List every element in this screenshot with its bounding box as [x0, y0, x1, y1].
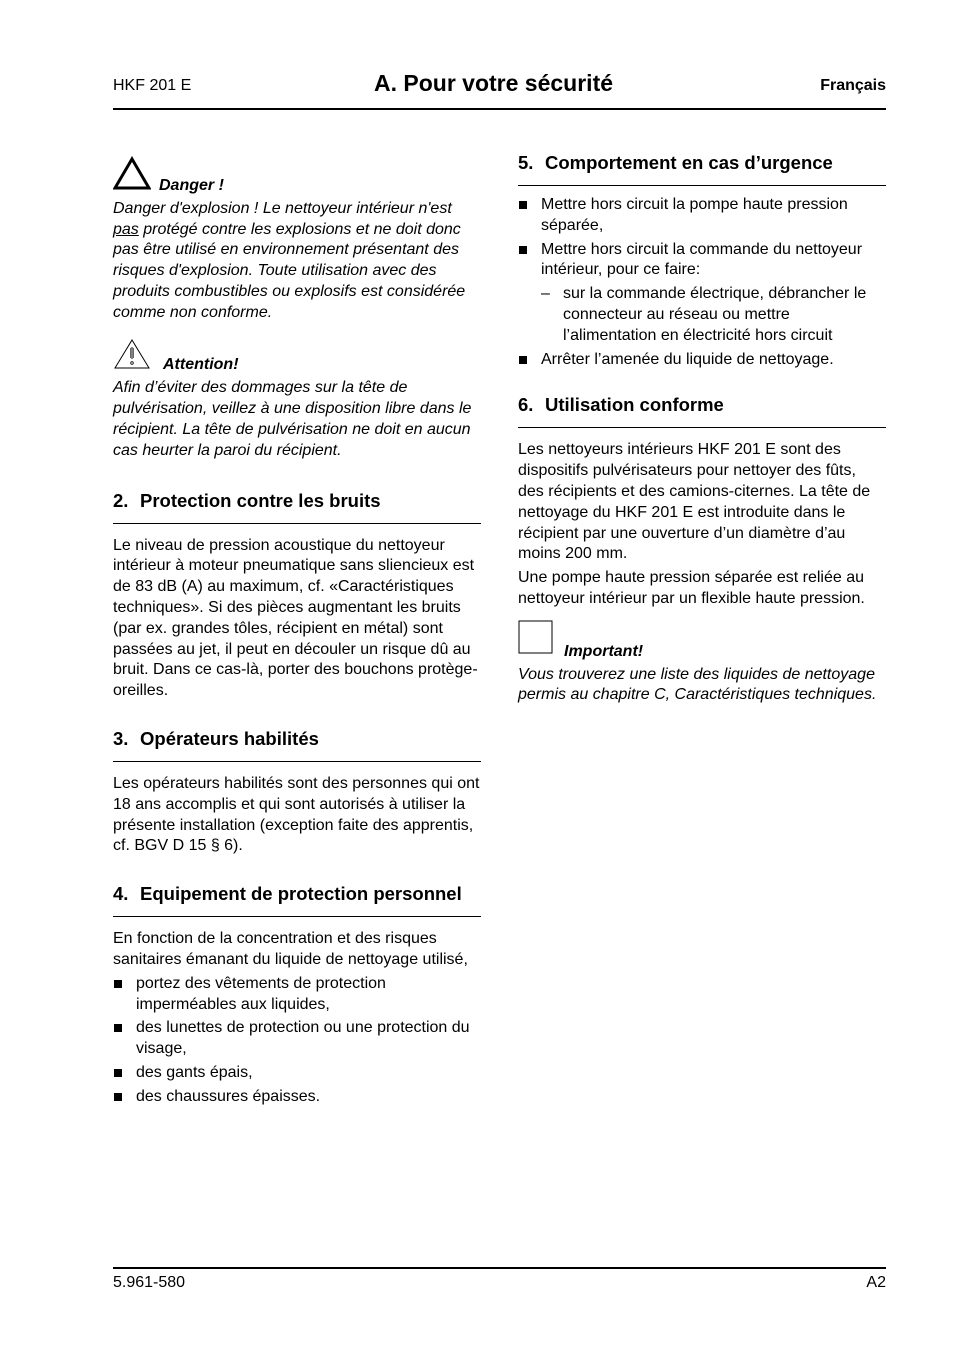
info-box-icon: [518, 620, 554, 663]
footer-doc-number: 5.961-580: [113, 1274, 186, 1291]
section-2-rule: [113, 523, 481, 524]
section-5: [518, 150, 886, 370]
dash-bullet: –: [541, 285, 550, 303]
square-bullet-icon: [519, 201, 527, 209]
emergency-sublist: [541, 284, 886, 346]
list-item: des lunettes de protection ou une protection du visage,: [113, 1018, 481, 1060]
section-6-rule: [518, 427, 886, 428]
section-3-text: Les opérateurs habilités sont des personnes qui ont 18 ans accomplis et qui sont autorisés à utiliser la présente installation (exception faite des apprentis, cf. BGV D 15 § 6).: [113, 774, 480, 855]
attention-text: Afin d’éviter des dommages sur la tête de pulvérisation, veillez à une disposition libre dans le récipient. La tête de pulvérisation ne doit en aucun cas heurter la paroi du récipient.: [113, 379, 472, 459]
section-6: [518, 392, 886, 609]
danger-triangle-icon: [113, 156, 151, 197]
list-item: Mettre hors circuit la pompe haute pression séparée,: [518, 195, 886, 237]
section-5-rule: [518, 185, 886, 186]
list-item: Arrêter l’amenée du liquide de nettoyage.: [518, 350, 886, 371]
emergency-list: [518, 195, 886, 370]
important-title: Important!: [564, 642, 644, 660]
attention-notice: [113, 338, 481, 462]
section-4-rule: [113, 916, 481, 917]
protection-list: [113, 974, 481, 1108]
warning-triangle-icon: [113, 338, 151, 377]
section-2-text: Le niveau de pression acoustique du nettoyeur intérieur à moteur pneumatique sans sliencieux est de 83 dB (A) au maximum, cf. «Caractéristiques techniques». Si des pièces augmentant les bruits (par ex. grandes tôles, récipient en métal) sont passées au jet, il peut en découler un risque dû au bruit. Dans ce cas-là, porter des bouchons protège-oreilles.: [113, 536, 478, 700]
danger-text: Danger d'explosion ! Le nettoyeur intérieur n'est pas protégé contre les explosions et ne doit donc pas être utilisé en environnement présentant des risques d'explosion. Toute utilisation avec des produits combustibles ou explosifs est considérée comme non conforme.: [113, 199, 466, 321]
list-item: des gants épais,: [113, 1063, 481, 1084]
section-4: [113, 881, 481, 1107]
important-text: Vous trouverez une liste des liquides de nettoyage permis au chapitre C, Caractéristiques techniques.: [518, 665, 877, 704]
list-item: des chaussures épaisses.: [113, 1087, 481, 1108]
section-3: [113, 726, 481, 857]
footer-page-number: A2: [866, 1274, 886, 1291]
square-bullet-icon: [114, 1069, 122, 1077]
header-model: HKF 201 E: [113, 77, 192, 94]
right-column: [518, 150, 886, 706]
section-3-rule: [113, 761, 481, 762]
page-title: A. Pour votre sécurité: [374, 70, 614, 96]
section-6-heading: 6. Utilisation conforme: [518, 394, 724, 416]
important-notice: [518, 620, 886, 706]
section-4-heading: 4. Equipement de protection personnel: [113, 883, 462, 905]
section-6-para-2: Une pompe haute pression séparée est reliée au nettoyeur intérieur par un flexible haute pression.: [518, 569, 865, 607]
square-bullet-icon: [519, 356, 527, 364]
section-6-para-1: Les nettoyeurs intérieurs HKF 201 E sont des dispositifs pulvérisateurs pour nettoyer des fûts, des récipients et des camions-citernes. La tête de nettoyage du HKF 201 E est introduite dans le récipient par une ouverture d’un diamètre d’au moins 200 mm.: [518, 441, 871, 563]
sub-list-item: – sur la commande électrique, débrancher le connecteur au réseau ou mettre l’alimentation en électricité hors circuit: [541, 285, 867, 344]
square-bullet-icon: [114, 1093, 122, 1101]
header-rule: [113, 108, 886, 110]
list-item: portez des vêtements de protection imperméables aux liquides,: [113, 974, 481, 1016]
section-2: [113, 488, 481, 702]
attention-title: Attention!: [163, 356, 239, 374]
section-4-intro: En fonction de la concentration et des risques sanitaires émanant du liquide de nettoyage utilisé,: [113, 930, 468, 968]
footer-rule: [113, 1267, 886, 1269]
left-column: [113, 150, 481, 1111]
square-bullet-icon: [114, 1024, 122, 1032]
danger-notice: [113, 156, 481, 324]
section-2-heading: 2. Protection contre les bruits: [113, 489, 381, 511]
section-3-heading: 3. Opérateurs habilités: [113, 727, 319, 749]
list-item: Mettre hors circuit la commande du nettoyeur intérieur, pour ce faire: – sur la commande électrique, débrancher le connecteur au réseau ou mettre l’alimentation en électricité hors circuit: [518, 240, 886, 347]
header-language: Français: [820, 77, 886, 94]
danger-title: Danger !: [159, 176, 224, 194]
section-5-heading: 5. Comportement en cas d’urgence: [518, 152, 833, 173]
square-bullet-icon: [114, 980, 122, 988]
square-bullet-icon: [519, 246, 527, 254]
